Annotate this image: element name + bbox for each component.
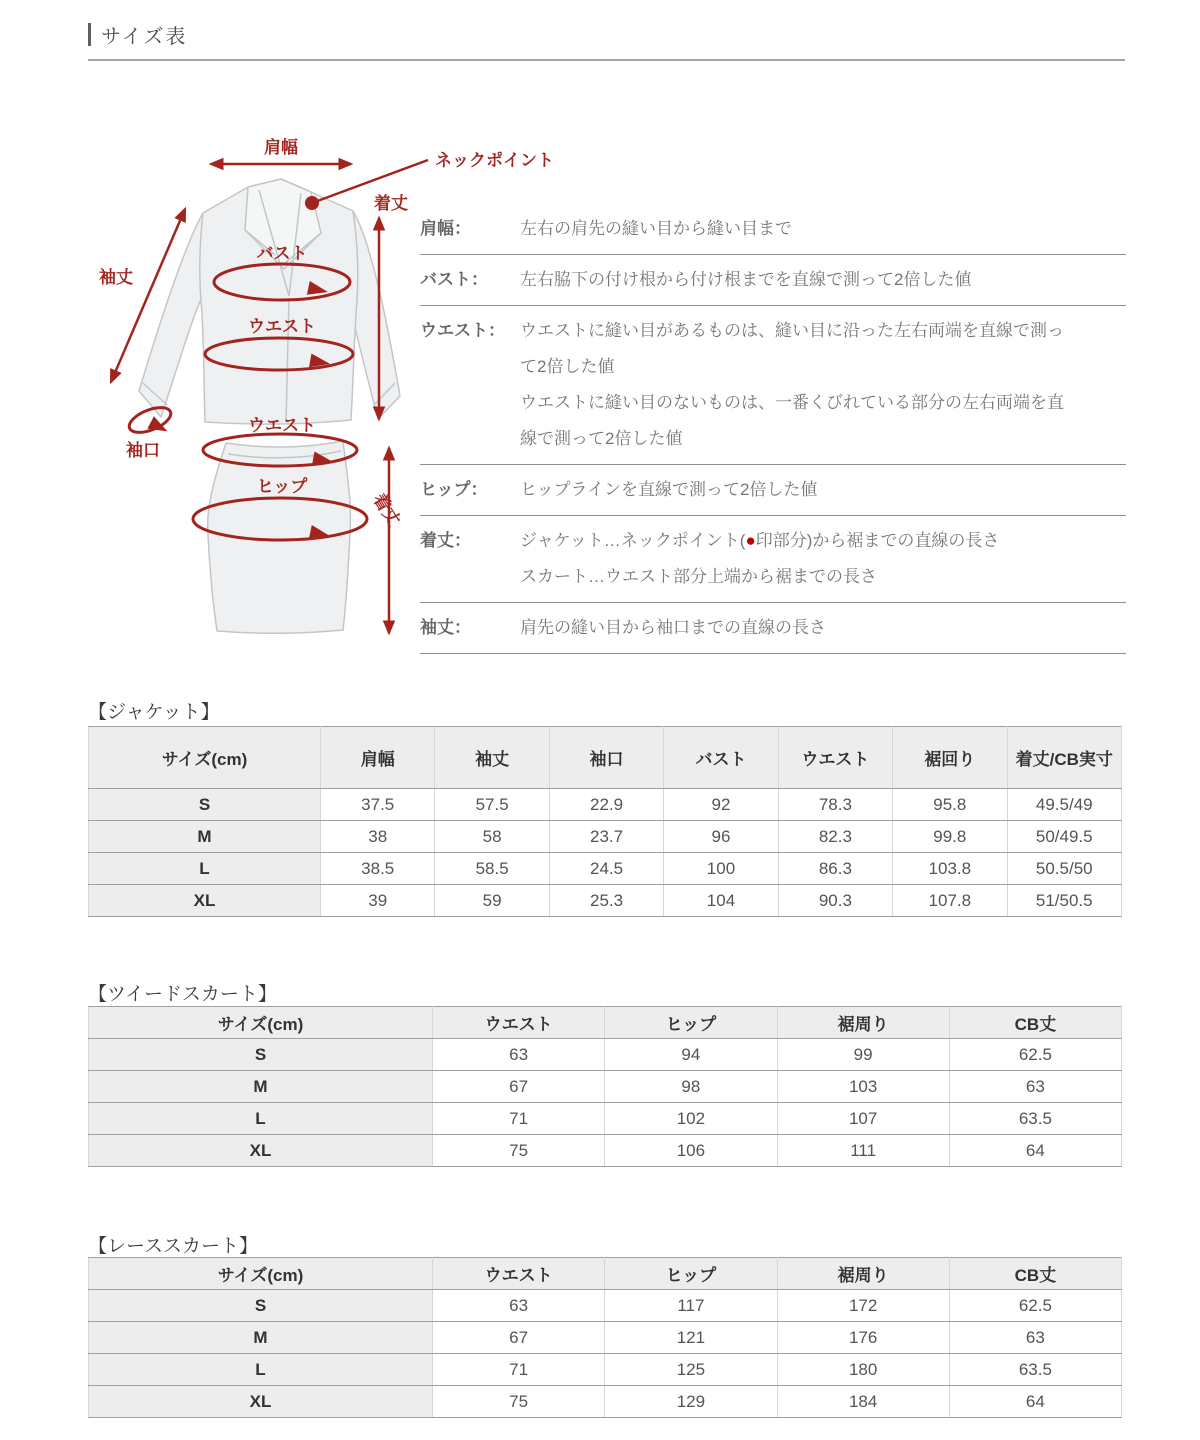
- cuff-label: 袖口: [126, 441, 160, 460]
- table-row: [89, 885, 1122, 917]
- size-label: S: [89, 1039, 433, 1071]
- column-header: ヒップ: [605, 1258, 777, 1290]
- page-header: [88, 20, 187, 49]
- length-jacket-suffix: 印部分)から裾までの直線の長さ: [755, 531, 1000, 550]
- cell: 125: [605, 1354, 777, 1386]
- page-title: サイズ表: [101, 26, 188, 48]
- definition-term: 袖丈：: [420, 618, 471, 637]
- column-header: ウエスト: [778, 727, 892, 789]
- cell: 49.5/49: [1007, 789, 1121, 821]
- cell: 63: [433, 1290, 605, 1322]
- cell: 172: [777, 1290, 949, 1322]
- cell: 64: [949, 1135, 1121, 1167]
- column-header: ウエスト: [433, 1007, 605, 1039]
- cell: 58.5: [435, 853, 549, 885]
- definition-text: [520, 313, 1080, 457]
- column-header: CB丈: [949, 1007, 1121, 1039]
- size-label: XL: [89, 1386, 433, 1418]
- cell: 98: [605, 1071, 777, 1103]
- definition-text: 左右の肩先の縫い目から縫い目まで: [520, 219, 792, 238]
- table-row: [89, 1354, 1122, 1386]
- cell: 95.8: [893, 789, 1007, 821]
- size-label: L: [89, 1103, 433, 1135]
- table-row: [89, 853, 1122, 885]
- cell: 103: [777, 1071, 949, 1103]
- cell: 184: [777, 1386, 949, 1418]
- header-divider: [88, 59, 1125, 61]
- cell: 50/49.5: [1007, 821, 1121, 853]
- definition-text: 左右脇下の付け根から付け根までを直線で測って2倍した値: [520, 270, 972, 289]
- hip-label: ヒップ: [256, 477, 308, 496]
- definition-row-hip: [420, 465, 1126, 516]
- sleeve-length-label: 袖丈: [99, 268, 133, 287]
- cell: 62.5: [949, 1290, 1121, 1322]
- definition-text: 肩先の縫い目から袖口までの直線の長さ: [520, 618, 826, 637]
- size-label: S: [89, 789, 321, 821]
- cuff-ellipse: [126, 402, 174, 437]
- cell: 176: [777, 1322, 949, 1354]
- cell: 75: [433, 1135, 605, 1167]
- column-header: CB丈: [949, 1258, 1121, 1290]
- cell: 102: [605, 1103, 777, 1135]
- cell: 63.5: [949, 1354, 1121, 1386]
- cell: 50.5/50: [1007, 853, 1121, 885]
- definition-term: 肩幅：: [420, 219, 471, 238]
- cell: 104: [664, 885, 778, 917]
- lace-skirt-table-title: 【レーススカート】: [88, 1236, 259, 1257]
- definition-term: バスト：: [420, 270, 488, 289]
- cell: 71: [433, 1354, 605, 1386]
- size-table-jacket: [88, 726, 1122, 917]
- jacket-length-label: 着丈: [374, 194, 408, 213]
- definition-row-bust: [420, 255, 1126, 306]
- table-row: [89, 1386, 1122, 1418]
- cell: 38.5: [321, 853, 435, 885]
- column-header: サイズ(cm): [89, 1007, 433, 1039]
- cell: 51/50.5: [1007, 885, 1121, 917]
- cell: 106: [605, 1135, 777, 1167]
- jacket-table-title: 【ジャケット】: [88, 702, 220, 723]
- column-header: 裾周り: [777, 1258, 949, 1290]
- cell: 111: [777, 1135, 949, 1167]
- column-header: サイズ(cm): [89, 1258, 433, 1290]
- tweed-skirt-table-title: 【ツイードスカート】: [88, 984, 277, 1005]
- cell: 107: [777, 1103, 949, 1135]
- cell: 180: [777, 1354, 949, 1386]
- cell: 37.5: [321, 789, 435, 821]
- measurement-definitions: [420, 204, 1126, 654]
- cell: 38: [321, 821, 435, 853]
- cell: 117: [605, 1290, 777, 1322]
- column-header: 裾回り: [893, 727, 1007, 789]
- definition-text: [520, 523, 999, 595]
- cell: 99: [777, 1039, 949, 1071]
- size-label: S: [89, 1290, 433, 1322]
- column-header: 肩幅: [321, 727, 435, 789]
- column-header: ウエスト: [433, 1258, 605, 1290]
- size-label: XL: [89, 885, 321, 917]
- table-header-row: [89, 1007, 1122, 1039]
- jacket-illustration: [139, 179, 400, 424]
- cell: 121: [605, 1322, 777, 1354]
- definition-row-shoulder: [420, 204, 1126, 255]
- cell: 78.3: [778, 789, 892, 821]
- cell: 39: [321, 885, 435, 917]
- table-header-row: [89, 1258, 1122, 1290]
- skirt-length-label: 着丈: [369, 490, 404, 530]
- size-label: L: [89, 1354, 433, 1386]
- size-table-tweed-skirt: [88, 1006, 1122, 1167]
- column-header: 袖口: [549, 727, 663, 789]
- cell: 24.5: [549, 853, 663, 885]
- table-row: [89, 1290, 1122, 1322]
- table-row: [89, 1039, 1122, 1071]
- column-header: 裾周り: [777, 1007, 949, 1039]
- bust-label: バスト: [256, 244, 308, 263]
- cell: 57.5: [435, 789, 549, 821]
- table-header-row: [89, 727, 1122, 789]
- table-row: [89, 1071, 1122, 1103]
- definition-row-sleeve: [420, 603, 1126, 654]
- cell: 96: [664, 821, 778, 853]
- cell: 100: [664, 853, 778, 885]
- cell: 103.8: [893, 853, 1007, 885]
- shoulder-width-label: 肩幅: [264, 138, 298, 157]
- cell: 59: [435, 885, 549, 917]
- cell: 23.7: [549, 821, 663, 853]
- jacket-left-sleeve: [139, 213, 205, 417]
- cell: 90.3: [778, 885, 892, 917]
- size-label: M: [89, 1322, 433, 1354]
- table-row: [89, 1103, 1122, 1135]
- neck-point-dot-glyph: ●: [745, 531, 756, 550]
- cell: 63: [433, 1039, 605, 1071]
- column-header: サイズ(cm): [89, 727, 321, 789]
- column-header: 着丈/CB実寸: [1007, 727, 1121, 789]
- cell: 92: [664, 789, 778, 821]
- waist-definition-line1: ウエストに縫い目があるものは、縫い目に沿った左右両端を直線で測って2倍した値: [520, 321, 1064, 376]
- cell: 25.3: [549, 885, 663, 917]
- definition-term: ヒップ：: [420, 480, 488, 499]
- cell: 67: [433, 1322, 605, 1354]
- cell: 63: [949, 1322, 1121, 1354]
- neck-point-line: [312, 160, 428, 203]
- cell: 63.5: [949, 1103, 1121, 1135]
- cell: 71: [433, 1103, 605, 1135]
- definition-row-waist: [420, 306, 1126, 465]
- definition-row-length: [420, 516, 1126, 603]
- size-table-lace-skirt: [88, 1257, 1122, 1418]
- size-label: M: [89, 821, 321, 853]
- length-jacket-prefix: ジャケット…ネックポイント(: [520, 531, 746, 550]
- cell: 107.8: [893, 885, 1007, 917]
- cell: 67: [433, 1071, 605, 1103]
- definition-text: ヒップラインを直線で測って2倍した値: [520, 480, 818, 499]
- cell: 129: [605, 1386, 777, 1418]
- column-header: ヒップ: [605, 1007, 777, 1039]
- cell: 99.8: [893, 821, 1007, 853]
- cell: 64: [949, 1386, 1121, 1418]
- size-label: L: [89, 853, 321, 885]
- cell: 58: [435, 821, 549, 853]
- cell: 82.3: [778, 821, 892, 853]
- waist-definition-line2: ウエストに縫い目のないものは、一番くびれている部分の左右両端を直線で測って2倍した値: [520, 393, 1064, 448]
- table-row: [89, 821, 1122, 853]
- definition-term: 着丈：: [420, 531, 471, 550]
- skirt-waist-label: ウエスト: [248, 416, 316, 435]
- size-label: XL: [89, 1135, 433, 1167]
- jacket-waist-label: ウエスト: [248, 317, 316, 336]
- cell: 75: [433, 1386, 605, 1418]
- title-accent-bar: [88, 23, 91, 46]
- length-definition-skirt: スカート…ウエスト部分上端から裾までの長さ: [520, 567, 877, 586]
- column-header: 袖丈: [435, 727, 549, 789]
- length-definition-jacket: [520, 523, 999, 559]
- table-row: [89, 1135, 1122, 1167]
- definition-term: ウエスト：: [420, 321, 505, 340]
- cell: 94: [605, 1039, 777, 1071]
- neck-point-label: ネックポイント: [435, 151, 554, 170]
- size-label: M: [89, 1071, 433, 1103]
- cell: 63: [949, 1071, 1121, 1103]
- table-row: [89, 789, 1122, 821]
- cell: 62.5: [949, 1039, 1121, 1071]
- table-row: [89, 1322, 1122, 1354]
- column-header: バスト: [664, 727, 778, 789]
- cell: 22.9: [549, 789, 663, 821]
- cell: 86.3: [778, 853, 892, 885]
